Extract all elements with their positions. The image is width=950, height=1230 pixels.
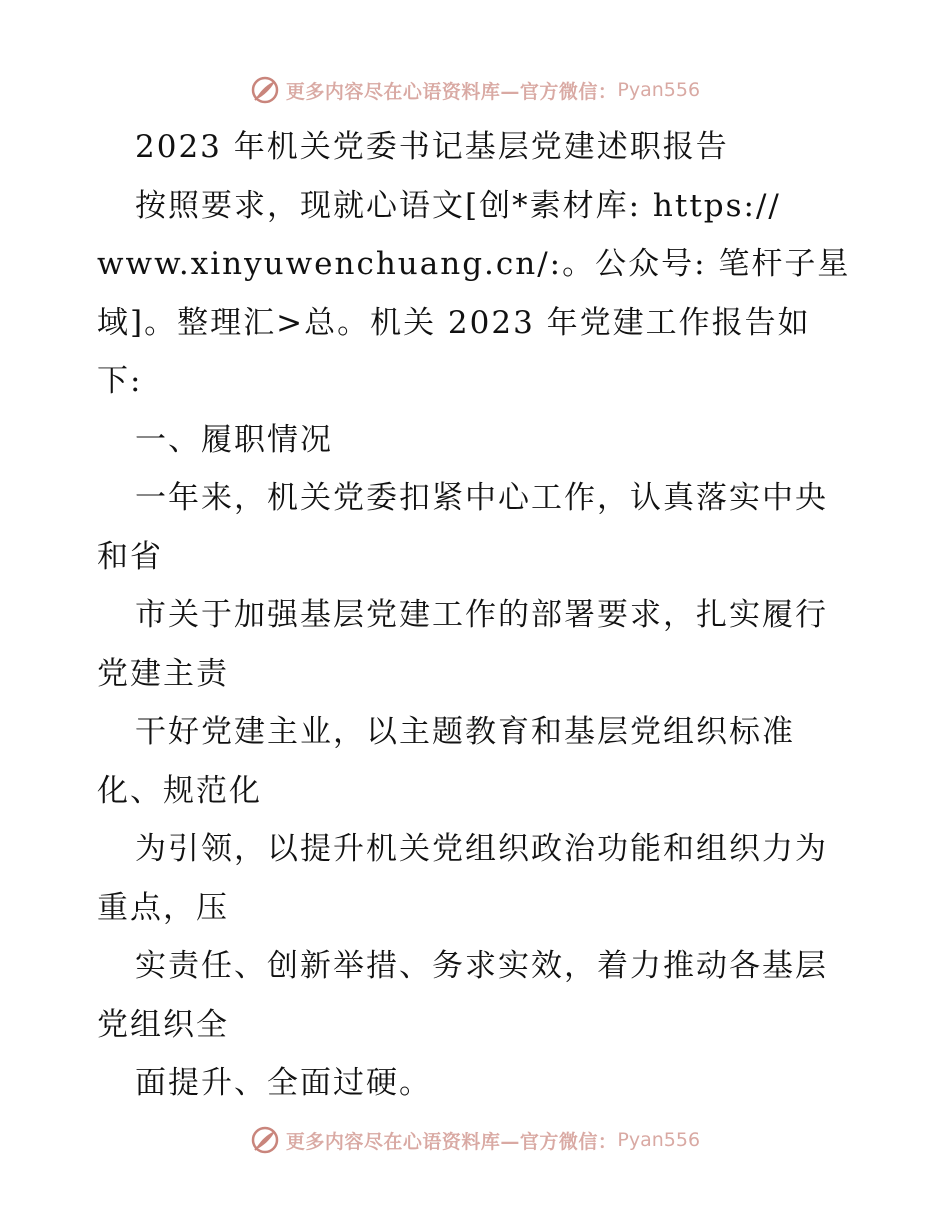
text-line: 按照要求，现就心语文[创*素材库: https:// <box>135 187 781 224</box>
text-line: www.xinyuwenchuang.cn/:。公众号: 笔杆子星 <box>97 246 851 282</box>
watermark-wechat-id: Pyan556 <box>617 79 701 101</box>
watermark-wechat-id: Pyan556 <box>617 1129 701 1151</box>
watermark-text: 更多内容尽在心语资料库—官方微信： <box>285 1130 618 1153</box>
text-line: 干好党建主业，以主题教育和基层党组织标准 <box>135 714 795 750</box>
text-line: 市关于加强基层党建工作的部署要求，扎实履行 <box>135 597 828 633</box>
text-line: 重点，压 <box>97 889 229 926</box>
watermark-text: 更多内容尽在心语资料库—官方微信： <box>285 80 618 103</box>
footer-watermark <box>0 1120 950 1160</box>
text-line: 党建主责 <box>97 655 229 692</box>
header-watermark <box>0 70 950 110</box>
feather-pen-logo-icon <box>250 1125 280 1155</box>
text-line: 为引领，以提升机关党组织政治功能和组织力为 <box>135 831 828 867</box>
text-line: 面提升、全面过硬。 <box>135 1065 432 1101</box>
document-title: 2023 年机关党委书记基层党建述职报告 <box>135 129 729 165</box>
text-line: 党组织全 <box>97 1006 229 1043</box>
feather-pen-logo-icon <box>250 75 280 105</box>
text-line: 域]。整理汇>总。机关 2023 年党建工作报告如 <box>97 304 811 341</box>
text-line: 和省 <box>97 538 163 575</box>
text-line: 一年来，机关党委扣紧中心工作，认真落实中央 <box>135 480 828 516</box>
text-line: 化、规范化 <box>97 772 262 809</box>
document-body <box>97 118 857 1113</box>
text-line: 实责任、创新举措、务求实效，着力推动各基层 <box>135 948 828 984</box>
text-line: 下: <box>97 363 143 399</box>
text-line: 一、履职情况 <box>135 421 333 458</box>
